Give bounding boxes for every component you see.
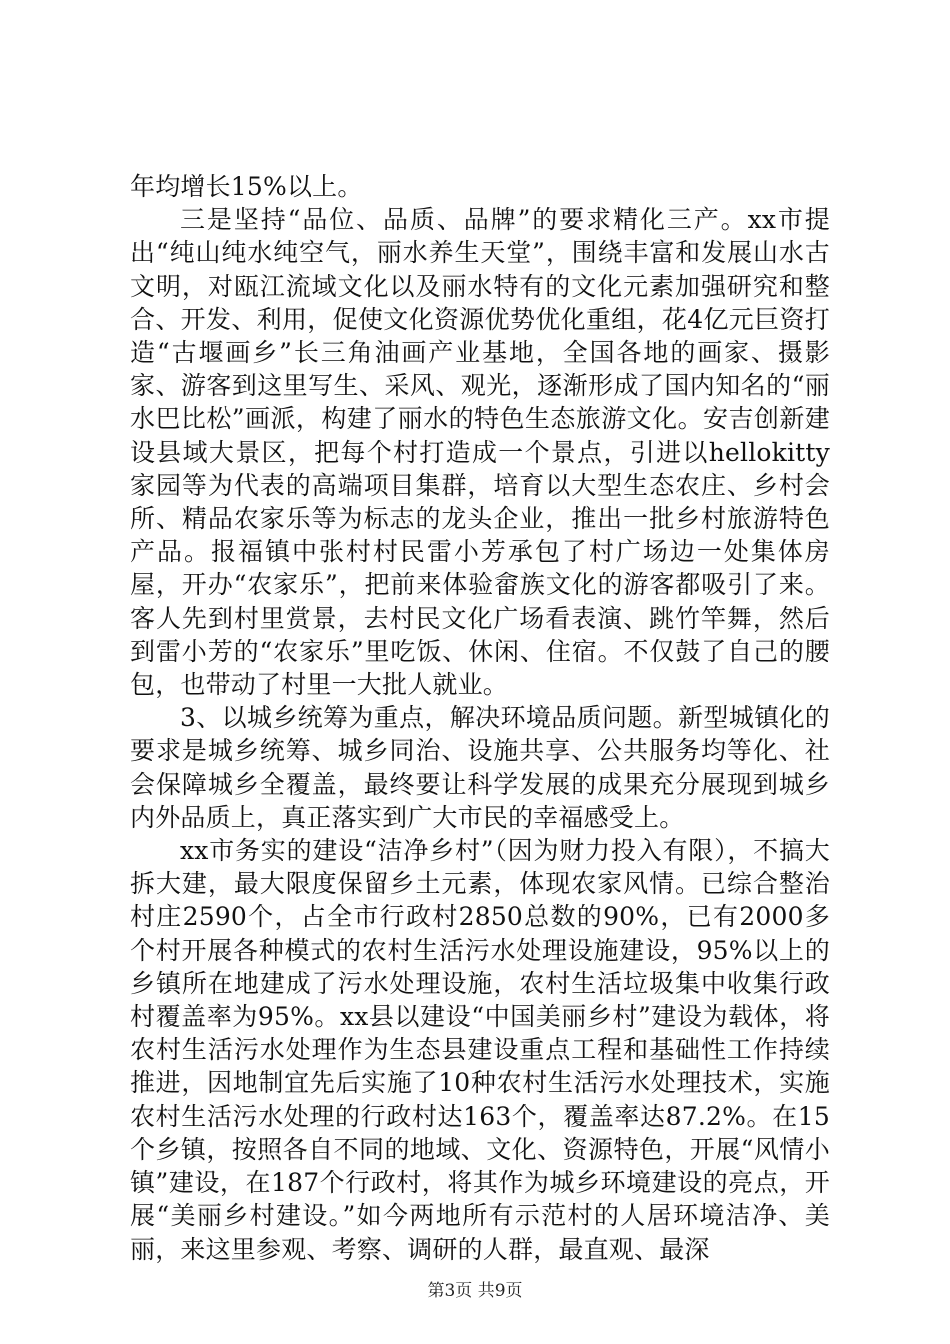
paragraph-2: 三是坚持“品位、品质、品牌”的要求精化三产。xx市提出“纯山纯水纯空气，丽水养生天堂”，围绕丰富和发展山水古文明，对瓯江流域文化以及丽水特有的文化元素加强研究和整合、开发、利用，促使文化资源优势优化重组，花4亿元巨资打造“古堰画乡”长三角油画产业基地，全国各地的画家、摄影家、游客到这里写生、采风、观光，逐渐形成了国内知名的“丽水巴比松”画派，构建了丽水的特色生态旅游文化。安吉创新建设县域大景区，把每个村打造成一个景点，引进以hellokitty家园等为代表的高端项目集群，培育以大型生态农庄、乡村会所、精品农家乐等为标志的龙头企业，推出一批乡村旅游特色产品。报福镇中张村村民雷小芳承包了村广场边一处集体房屋，开办“农家乐”，把前来体验畲族文化的游客都吸引了来。客人先到村里赏景，去村民文化广场看表演、跳竹竿舞，然后到雷小芳的“农家乐”里吃饭、休闲、住宿。不仅鼓了自己的腰包，也带动了村里一大批人就业。 (130, 205, 830, 700)
paragraph-3: 3、以城乡统筹为重点，解决环境品质问题。新型城镇化的要求是城乡统筹、城乡同治、设施共享、公共服务均等化、社会保障城乡全覆盖，最终要让科学发展的成果充分展现到城乡内外品质上，真正落实到广大市民的幸福感受上。 (130, 703, 830, 832)
body-text (130, 170, 830, 1266)
paragraph-1: 年均增长15%以上。 (130, 172, 363, 201)
page-footer: 第3页 共9页 (427, 1281, 523, 1301)
paragraph-4: xx市务实的建设“洁净乡村”（因为财力投入有限），不搞大拆大建，最大限度保留乡土元素，体现农家风情。已综合整治村庄2590个，占全市行政村2850总数的90%，已有2000多个村开展各种模式的农村生活污水处理设施建设，95%以上的乡镇所在地建成了污水处理设施，农村生活垃圾集中收集行政村覆盖率为95%。xx县以建设“中国美丽乡村”建设为载体，将农村生活污水处理作为生态县建设重点工程和基础性工作持续推进，因地制宜先后实施了10种农村生活污水处理技术，实施农村生活污水处理的行政村达163个，覆盖率达87.2%。在15个乡镇，按照各自不同的地域、文化、资源特色，开展“风情小镇”建设，在187个行政村，将其作为城乡环境建设的亮点，开展“美丽乡村建设。”如今两地所有示范村的人居环境洁净、美丽，来这里参观、考察、调研的人群，最直观、最深 (130, 836, 830, 1264)
